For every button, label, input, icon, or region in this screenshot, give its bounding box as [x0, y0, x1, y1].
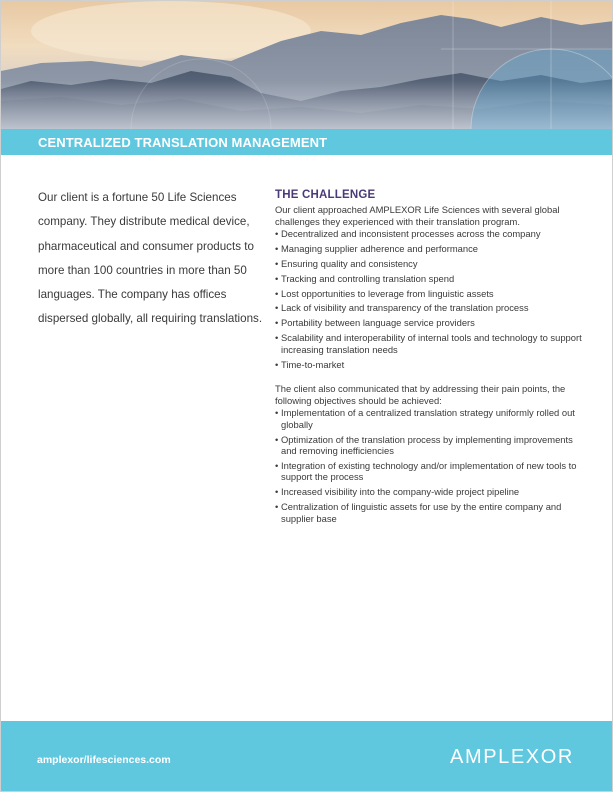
mountain-landscape-illustration [1, 1, 613, 129]
objective-item: • Optimization of the translation process by implementing improvements and removing inefficiencies [275, 434, 585, 457]
challenge-item: • Tracking and controlling translation spend [275, 273, 585, 285]
intro-paragraph: Our client is a fortune 50 Life Sciences company. They distribute medical device, pharmaceutical and consumer products to more than 100 countries in more than 50 languages. The company has offices dispersed globally, all requiring translations. [38, 191, 263, 326]
challenge-column [275, 189, 585, 528]
section-title-bar [1, 129, 613, 155]
objectives-list [275, 407, 585, 524]
challenge-item: • Portability between language service providers [275, 317, 585, 329]
challenge-item: • Time-to-market [275, 359, 585, 371]
footer-bar [1, 721, 613, 792]
objectives-lead: The client also communicated that by addressing their pain points, the following objectives should be achieved: [275, 383, 566, 406]
challenge-item: • Decentralized and inconsistent processes across the company [275, 228, 585, 240]
footer-url-link[interactable]: amplexor/lifesciences.com [37, 754, 171, 766]
objective-item: • Centralization of linguistic assets for use by the entire company and supplier base [275, 501, 585, 524]
mountain-hero-image [1, 1, 613, 129]
challenge-item: • Lack of visibility and transparency of the translation process [275, 302, 585, 314]
challenge-item: • Scalability and interoperability of internal tools and technology to support increasing translation needs [275, 332, 585, 355]
objective-item: • Implementation of a centralized translation strategy uniformly rolled out globally [275, 407, 585, 430]
page-title: CENTRALIZED TRANSLATION MANAGEMENT [38, 135, 328, 150]
challenge-lead: Our client approached AMPLEXOR Life Sciences with several global challenges they experienced with their translation program. [275, 204, 560, 227]
amplexor-logo: AMPLEXOR [450, 746, 574, 768]
challenge-heading: THE CHALLENGE [275, 189, 376, 201]
challenge-list [275, 228, 585, 370]
objective-item: • Integration of existing technology and/or implementation of new tools to support the process [275, 460, 585, 483]
challenge-item: • Ensuring quality and consistency [275, 258, 585, 270]
objective-item: • Increased visibility into the company-wide project pipeline [275, 486, 585, 498]
challenge-item: • Lost opportunities to leverage from linguistic assets [275, 288, 585, 300]
challenge-item: • Managing supplier adherence and performance [275, 243, 585, 255]
